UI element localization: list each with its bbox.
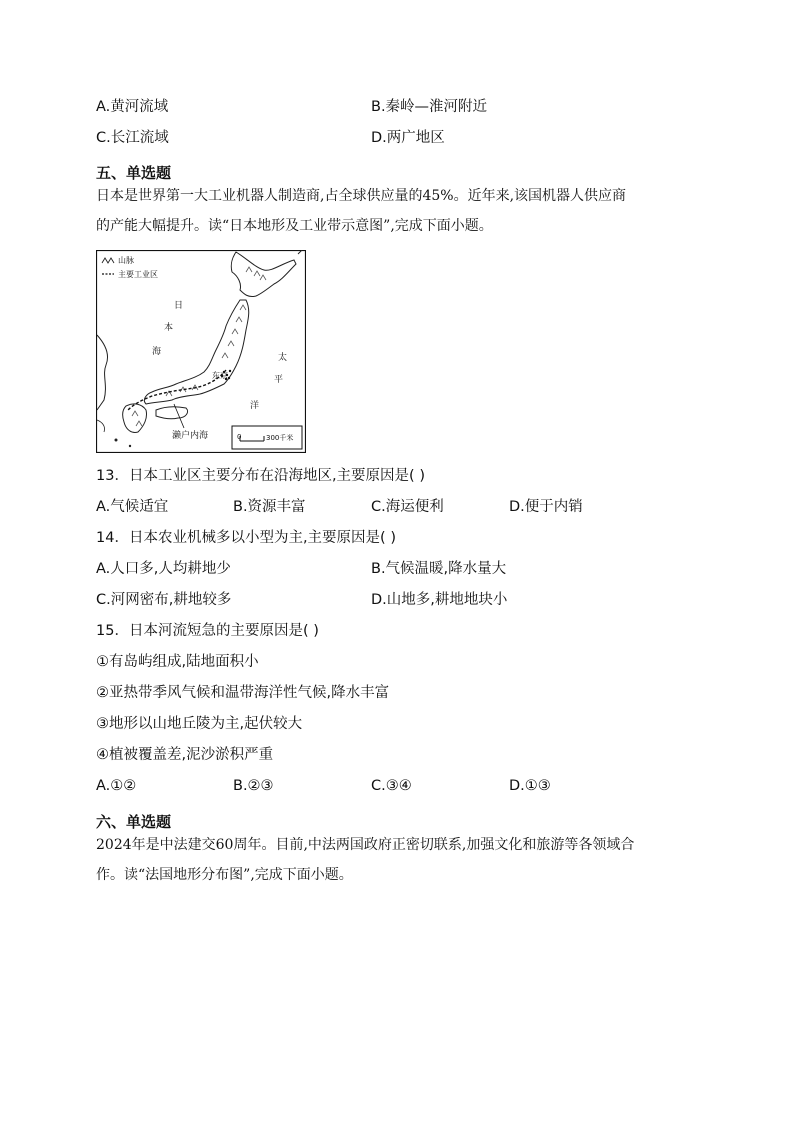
sea-of-japan-char: 本 xyxy=(164,323,174,333)
section-intro-line: 作。读“法国地形分布图”,完成下面小题。 xyxy=(96,867,353,883)
option-a: A.黄河流域 xyxy=(96,99,169,115)
option-c: C.③④ xyxy=(371,778,412,794)
option-b: B.秦岭—淮河附近 xyxy=(371,99,488,115)
statement-4: ④植被覆盖差,泥沙淤积严重 xyxy=(96,747,274,763)
option-d: D.山地多,耕地地块小 xyxy=(371,592,508,608)
question-stem: 15．日本河流短急的主要原因是( ) xyxy=(96,623,319,639)
option-b: B.资源丰富 xyxy=(233,499,306,515)
legend-mountain-label: 山脉 xyxy=(118,256,134,265)
sea-of-japan-char: 日 xyxy=(174,301,184,311)
option-c: C.海运便利 xyxy=(371,499,444,515)
japan-map-figure xyxy=(96,250,306,453)
option-d: D.①③ xyxy=(509,778,551,794)
pacific-char: 太 xyxy=(278,353,288,363)
section-intro-line: 的产能大幅提升。读“日本地形及工业带示意图”,完成下面小题。 xyxy=(96,218,493,234)
inland-sea-label: 濑户内海 xyxy=(172,431,209,441)
statement-3: ③地形以山地丘陵为主,起伏较大 xyxy=(96,716,303,732)
section-heading: 五、单选题 xyxy=(96,164,172,182)
option-a: A.人口多,人均耕地少 xyxy=(96,561,231,577)
scale-zero-label: 0 xyxy=(237,433,242,441)
option-a: A.气候适宜 xyxy=(96,499,169,515)
pacific-char: 洋 xyxy=(250,401,260,411)
pacific-char: 平 xyxy=(274,375,284,385)
statement-2: ②亚热带季风气候和温带海洋性气候,降水丰富 xyxy=(96,685,390,701)
option-a: A.①② xyxy=(96,778,137,794)
scale-value-label: 300千米 xyxy=(266,434,294,442)
question-stem: 14．日本农业机械多以小型为主,主要原因是( ) xyxy=(96,530,396,546)
question-stem: 13．日本工业区主要分布在沿海地区,主要原因是( ) xyxy=(96,468,425,484)
option-b: B.②③ xyxy=(233,778,274,794)
option-c: C.长江流域 xyxy=(96,130,169,146)
tokyo-label: 东京 xyxy=(212,371,228,380)
scale-bar xyxy=(232,426,302,449)
option-d: D.两广地区 xyxy=(371,130,445,146)
legend-industry-label: 主要工业区 xyxy=(118,270,158,279)
statement-1: ①有岛屿组成,陆地面积小 xyxy=(96,654,259,670)
section-heading: 六、单选题 xyxy=(96,813,172,831)
section-intro-line: 日本是世界第一大工业机器人制造商,占全球供应量的45%。近年来,该国机器人供应商 xyxy=(96,188,627,204)
section-intro-line: 2024年是中法建交60周年。目前,中法两国政府正密切联系,加强文化和旅游等各领域合 xyxy=(96,837,635,853)
option-b: B.气候温暖,降水量大 xyxy=(371,561,507,577)
option-c: C.河网密布,耕地较多 xyxy=(96,592,232,608)
sea-of-japan-char: 海 xyxy=(152,347,162,357)
option-d: D.便于内销 xyxy=(509,499,583,515)
